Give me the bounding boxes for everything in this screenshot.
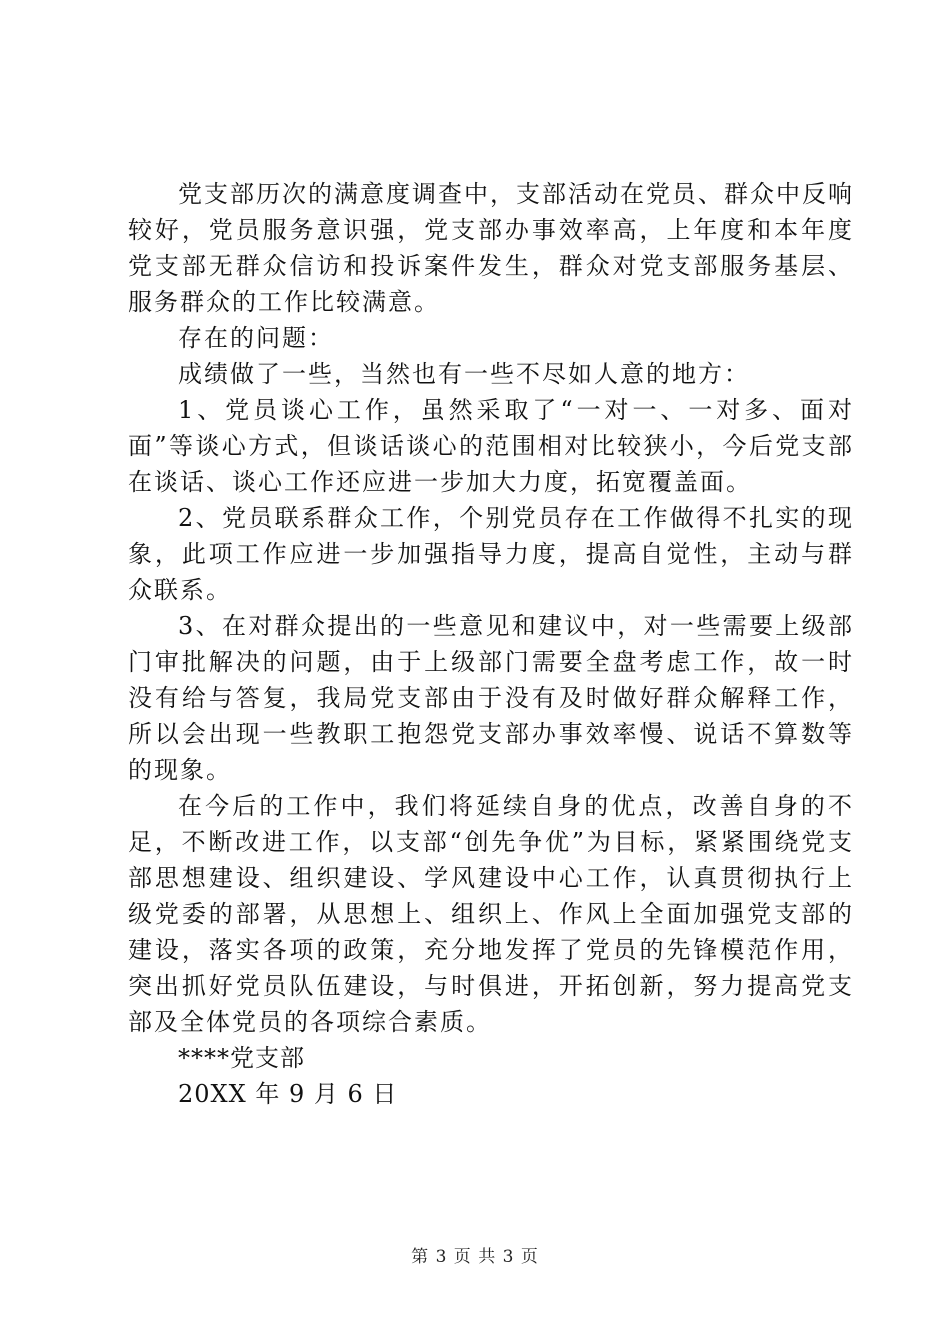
document-body [128, 176, 854, 1112]
paragraph-problems-intro: 成绩做了一些，当然也有一些不尽如人意的地方： [178, 360, 750, 388]
paragraph-problem-2: 2、党员联系群众工作，个别党员存在工作做得不扎实的现象，此项工作应进一步加强指导力度，提高自觉性，主动与群众联系。 [128, 504, 854, 604]
paragraph-satisfaction-survey: 党支部历次的满意度调查中，支部活动在党员、群众中反响较好，党员服务意识强，党支部办事效率高，上年度和本年度党支部无群众信访和投诉案件发生，群众对党支部服务基层、服务群众的工作比较满意。 [128, 180, 854, 316]
paragraph-problems-heading: 存在的问题： [178, 324, 334, 352]
paragraph-future-work: 在今后的工作中，我们将延续自身的优点，改善自身的不足，不断改进工作，以支部“创先争优”为目标，紧紧围绕党支部思想建设、组织建设、学风建设中心工作，认真贯彻执行上级党委的部署，从思想上、组织上、作风上全面加强党支部的建设，落实各项的政策，充分地发挥了党员的先锋模范作用，突出抓好党员队伍建设，与时俱进，开拓创新，努力提高党支部及全体党员的各项综合素质。 [128, 792, 854, 1036]
signature: ****党支部 [178, 1044, 305, 1072]
page-footer: 第 3 页 共 3 页 [411, 1247, 539, 1267]
paragraph-problem-1: 1、党员谈心工作，虽然采取了“一对一、一对多、面对面”等谈心方式，但谈话谈心的范围相对比较狭小，今后党支部在谈话、谈心工作还应进一步加大力度，拓宽覆盖面。 [128, 396, 854, 496]
signature-date: 20XX 年 9 月 6 日 [178, 1080, 398, 1108]
paragraph-problem-3: 3、在对群众提出的一些意见和建议中，对一些需要上级部门审批解决的问题，由于上级部门需要全盘考虑工作，故一时没有给与答复，我局党支部由于没有及时做好群众解释工作，所以会出现一些教职工抱怨党支部办事效率慢、说话不算数等的现象。 [128, 612, 854, 784]
